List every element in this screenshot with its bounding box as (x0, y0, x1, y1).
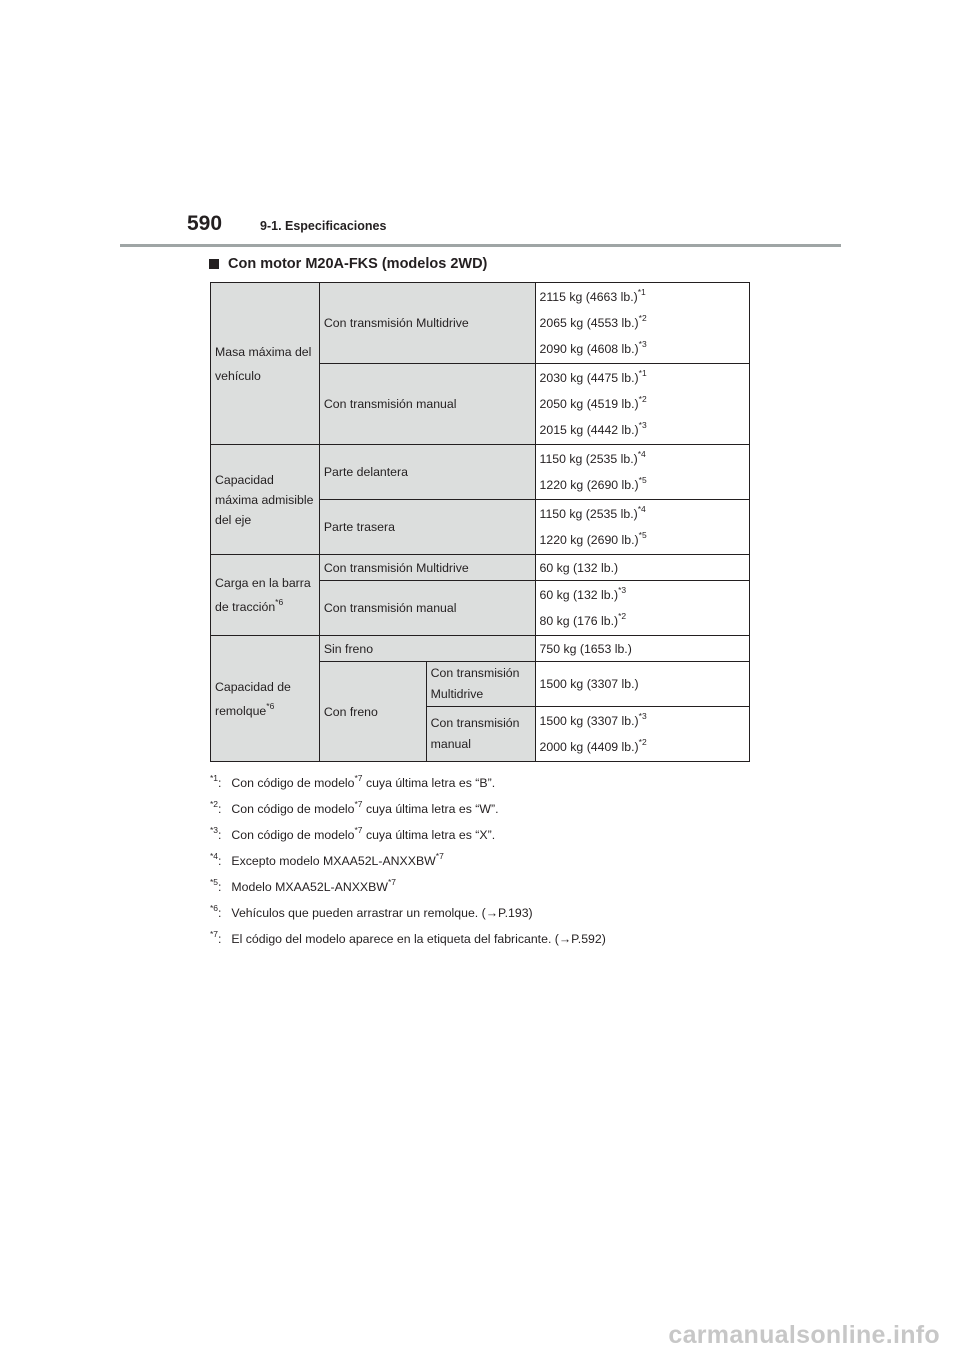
section-title: 9-1. Especificaciones (260, 219, 387, 233)
drawbar-manual-values: 60 kg (132 lb.)$^{*3}$ 80 kg (176 lb.)$^{*2}$ (535, 581, 749, 636)
towing-no-brake-label: Sin freno (319, 636, 535, 662)
axle-rear-label: Parte trasera (319, 500, 535, 555)
section-heading (209, 256, 487, 272)
table-row (211, 445, 750, 500)
table-row (211, 283, 750, 364)
max-mass-multidrive-values: 2115 kg (4663 lb.)$^{*1}$ 2065 kg (4553 lb.)$^{*2}$ 2090 kg (4608 lb.)$^{*3}$ (535, 283, 749, 364)
square-bullet-icon (209, 259, 219, 269)
towing-brake-manual-values: 1500 kg (3307 lb.)$^{*3}$ 2000 kg (4409 lb.)$^{*2}$ (535, 707, 749, 762)
axle-label: Capacidad máxima admisible del eje (211, 445, 320, 555)
towing-brake-label: Con freno (319, 662, 426, 762)
footnote: $^{*6}$: Vehículos que pueden arrastrar un remolque. (→P.193) (210, 903, 533, 920)
max-mass-manual-label: Con transmisión manual (319, 364, 535, 445)
footnote: $^{*7}$: El código del modelo aparece en la etiqueta del fabricante. (→P.592) (210, 929, 606, 946)
towing-brake-manual-label: Con transmisión manual (426, 707, 535, 762)
footnote: $^{*4}$: Excepto modelo MXAA52L-ANXXBW$^{*7}$ (210, 851, 444, 868)
drawbar-label: Carga en la barra de tracción$^{*6}$ (211, 555, 320, 636)
page-number: 590 (187, 212, 223, 235)
towing-brake-multidrive-label: Con transmisión Multidrive (426, 662, 535, 707)
footnote: $^{*2}$: Con código de modelo$^{*7}$ cuya última letra es “W”. (210, 799, 499, 816)
watermark: carmanualsonline.info (668, 1321, 940, 1349)
towing-no-brake-value: 750 kg (1653 lb.) (535, 636, 749, 662)
table-row (211, 636, 750, 662)
axle-front-label: Parte delantera (319, 445, 535, 500)
max-mass-multidrive-label: Con transmisión Multidrive (319, 283, 535, 364)
max-mass-label: Masa máxima del vehículo (211, 283, 320, 445)
footnote: $^{*5}$: Modelo MXAA52L-ANXXBW$^{*7}$ (210, 877, 396, 894)
drawbar-multidrive-value: 60 kg (132 lb.) (535, 555, 749, 581)
header-rule (120, 244, 841, 247)
drawbar-multidrive-label: Con transmisión Multidrive (319, 555, 535, 581)
footnote: $^{*1}$: Con código de modelo$^{*7}$ cuya última letra es “B”. (210, 773, 496, 790)
footnote: $^{*3}$: Con código de modelo$^{*7}$ cuya última letra es “X”. (210, 825, 496, 842)
towing-label: Capacidad de remolque$^{*6}$ (211, 636, 320, 762)
towing-brake-multidrive-value: 1500 kg (3307 lb.) (535, 662, 749, 707)
footnotes (210, 770, 606, 952)
axle-front-values: 1150 kg (2535 lb.)$^{*4}$ 1220 kg (2690 lb.)$^{*5}$ (535, 445, 749, 500)
max-mass-manual-values: 2030 kg (4475 lb.)$^{*1}$ 2050 kg (4519 lb.)$^{*2}$ 2015 kg (4442 lb.)$^{*3}$ (535, 364, 749, 445)
axle-rear-values: 1150 kg (2535 lb.)$^{*4}$ 1220 kg (2690 lb.)$^{*5}$ (535, 500, 749, 555)
spec-table (210, 282, 750, 762)
heading-text: Con motor M20A-FKS (modelos 2WD) (228, 256, 488, 272)
table-row (211, 555, 750, 581)
drawbar-manual-label: Con transmisión manual (319, 581, 535, 636)
